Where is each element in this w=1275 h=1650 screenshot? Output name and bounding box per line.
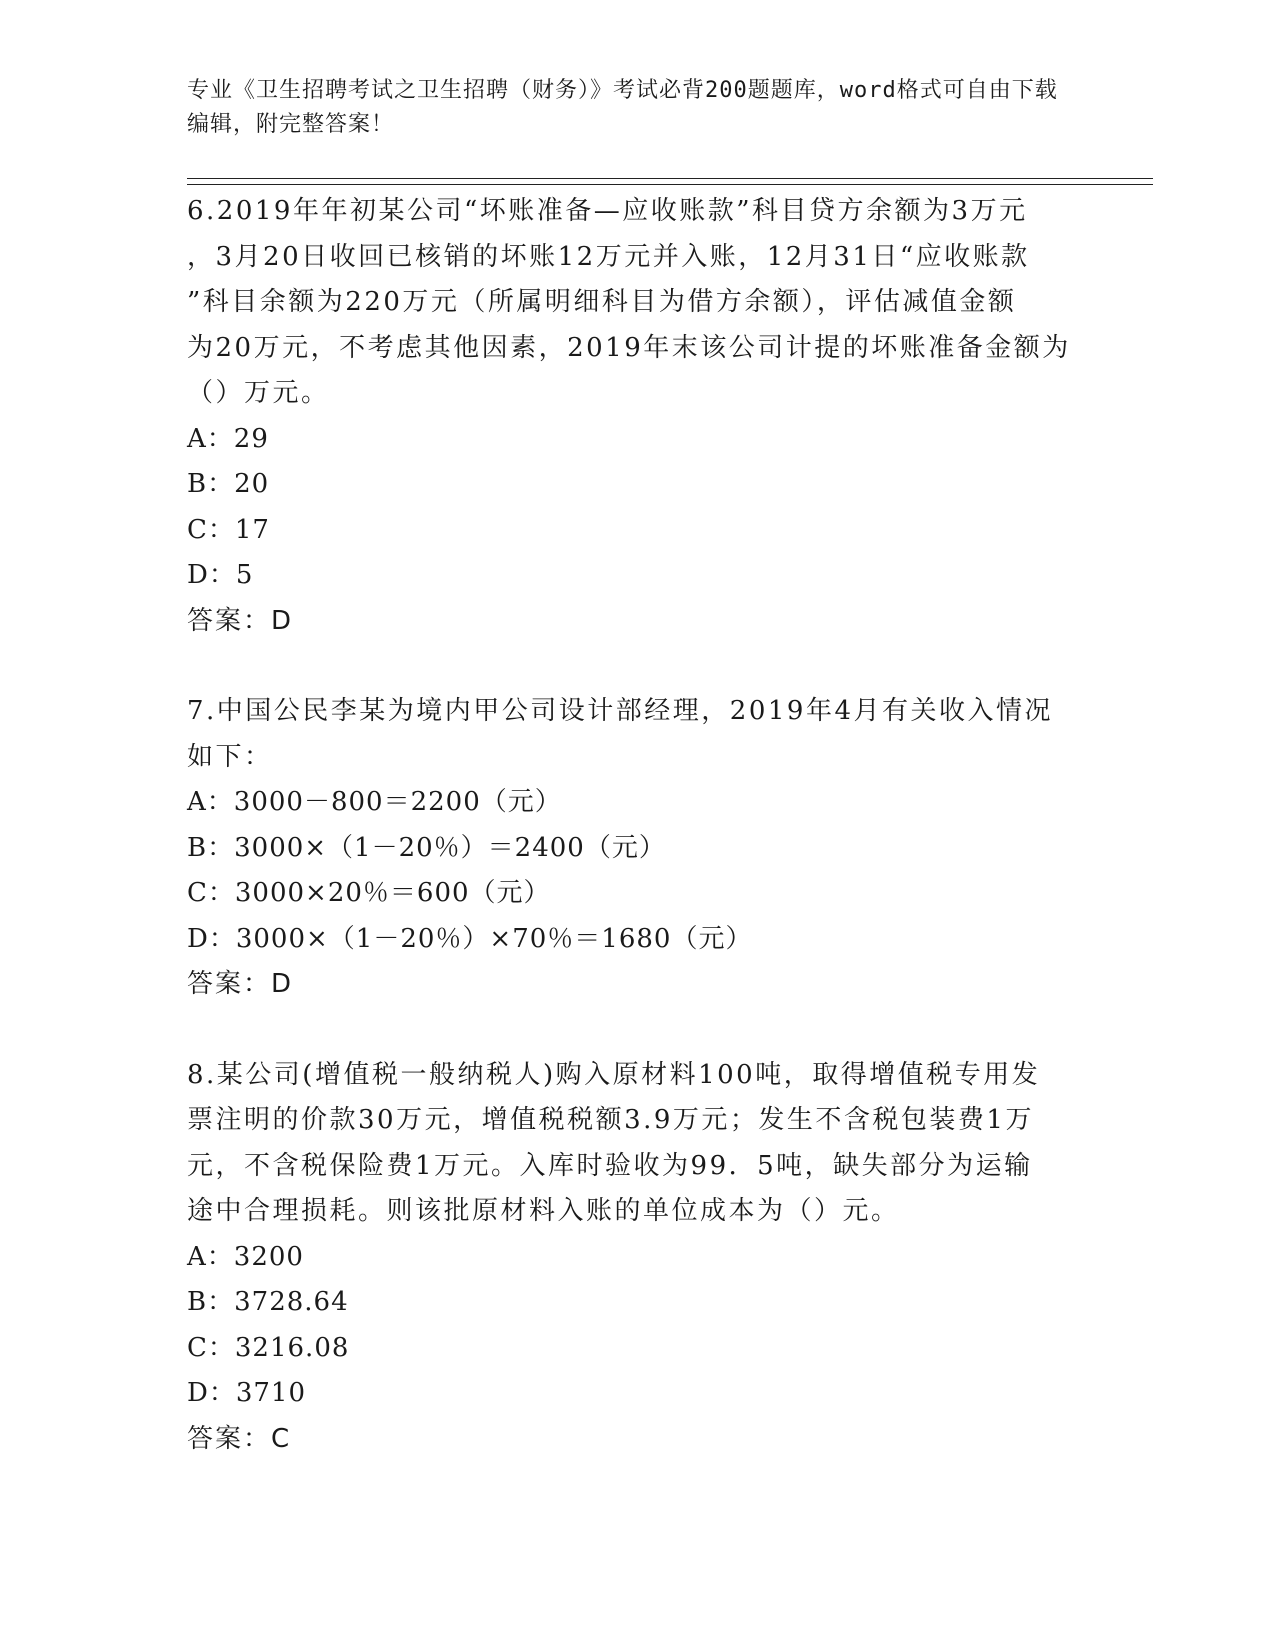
- question-stem-line: 元，不含税保险费1万元。入库时验收为99．5吨，缺失部分为运输: [187, 1150, 1033, 1181]
- question-6: [187, 189, 1087, 644]
- option-b: B：3728.64: [187, 1287, 349, 1317]
- question-8: [187, 1053, 1087, 1463]
- option-b: B：20: [187, 469, 270, 499]
- question-stem-line: 6.2019年年初某公司“坏账准备—应收账款”科目贷方余额为3万元: [187, 196, 1028, 226]
- document-header: 专业《卫生招聘考试之卫生招聘（财务）》考试必背200题题库，word格式可自由下载编辑，附完整答案！: [187, 78, 1058, 137]
- question-stem-line: ，3月20日收回已核销的坏账12万元并入账，12月31日“应收账款: [187, 241, 1030, 272]
- answer-line: 答案：D: [187, 969, 294, 999]
- option-c: C：3000×20％＝600（元）: [187, 878, 551, 908]
- question-stem-line: （）万元。: [187, 378, 330, 408]
- option-d: D：3710: [187, 1378, 307, 1408]
- option-a: A：3000－800＝2200（元）: [187, 787, 562, 817]
- option-b: B：3000×（1－20％）＝2400（元）: [187, 832, 666, 863]
- option-a: A：29: [187, 423, 269, 454]
- option-d: D：5: [187, 560, 254, 590]
- question-stem-line: 7.中国公民李某为境内甲公司设计部经理，2019年4月有关收入情况: [187, 696, 1054, 726]
- question-7: [187, 689, 1087, 1008]
- option-c: C：17: [187, 514, 270, 545]
- question-list: [187, 189, 1087, 1462]
- answer-line: 答案：C: [187, 1423, 292, 1454]
- header-divider-top: [187, 178, 1153, 179]
- answer-line: 答案：D: [187, 605, 294, 636]
- header-divider-bottom: [187, 184, 1153, 185]
- question-stem-line: 8.某公司(增值税一般纳税人)购入原材料100吨，取得增值税专用发: [187, 1059, 1041, 1090]
- question-stem-line: 票注明的价款30万元，增值税税额3.9万元；发生不含税包装费1万: [187, 1105, 1034, 1135]
- option-d: D：3000×（1－20％）×70％＝1680（元）: [187, 923, 753, 954]
- option-a: A：3200: [187, 1241, 304, 1272]
- question-stem-line: 为20万元，不考虑其他因素，2019年末该公司计提的坏账准备金额为: [187, 332, 1071, 363]
- option-c: C：3216.08: [187, 1332, 350, 1363]
- question-stem-line: ”科目余额为220万元（所属明细科目为借方余额），评估减值金额: [187, 287, 1017, 317]
- question-stem-line: 如下：: [187, 741, 273, 772]
- question-stem-line: 途中合理损耗。则该批原材料入账的单位成本为（）元。: [187, 1196, 900, 1226]
